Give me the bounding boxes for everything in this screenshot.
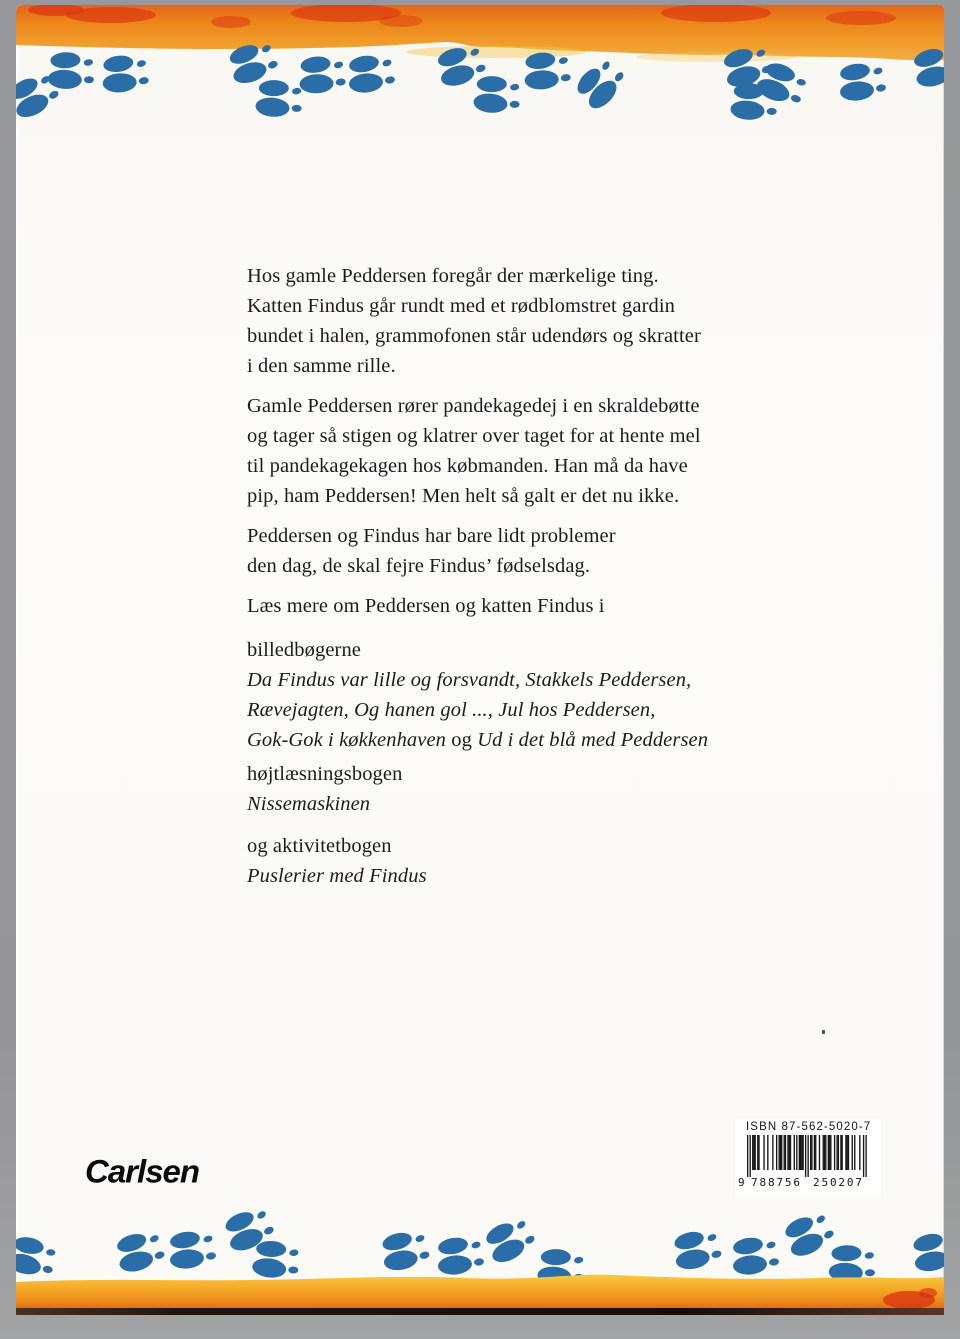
barcode-bar xyxy=(805,1135,806,1177)
top-watercolor-band xyxy=(16,5,944,67)
barcode-bar xyxy=(847,1135,848,1170)
blurb-paragraph-3 xyxy=(247,521,752,581)
hoofprint-icon xyxy=(114,1228,167,1275)
text-line: Gamle Peddersen rører pandekagedej i en skraldebøtte xyxy=(247,395,700,417)
text-line: Peddersen og Findus har bare lidt problemer xyxy=(247,525,616,547)
barcode-bar xyxy=(753,1135,754,1170)
hoofprint-icon xyxy=(672,1227,723,1271)
text-line: Katten Findus går rundt med et rødblomstret gardin xyxy=(247,295,676,317)
publisher-logo: Carlsen xyxy=(85,1153,200,1190)
book-title: Ud i det blå med Peddersen xyxy=(477,729,709,751)
activity-label: og aktivitetbogen xyxy=(247,835,392,857)
ean-right-digits: 250207 xyxy=(813,1176,862,1189)
activity-group xyxy=(247,831,752,891)
text-line: og tager så stigen og klatrer over taget for at hente mel xyxy=(247,425,701,447)
text-line: Hos gamle Peddersen foregår der mærkelige ting. xyxy=(247,265,659,287)
readaloud-label: højtlæsningsbogen xyxy=(247,763,403,785)
barcode-bar xyxy=(767,1135,768,1170)
barcode-bar xyxy=(828,1135,829,1170)
series-lead-line: Læs mere om Peddersen og katten Findus i xyxy=(247,595,605,617)
yellow-streak xyxy=(406,46,586,58)
dust-speck xyxy=(822,1030,825,1034)
barcode-bar xyxy=(838,1135,839,1170)
barcode-bar xyxy=(807,1135,808,1177)
bottom-band-shape xyxy=(16,1275,944,1308)
barcode-bar xyxy=(810,1135,811,1170)
bottom-watercolor-band xyxy=(16,1270,944,1308)
barcode-bar xyxy=(750,1135,751,1177)
barcode-bar xyxy=(836,1135,837,1170)
barcode-bar xyxy=(779,1135,780,1170)
barcode-bar xyxy=(799,1135,800,1170)
hoofprint-icon xyxy=(911,1229,944,1273)
hoofprint-icon xyxy=(253,75,307,123)
hoofprint-icon xyxy=(380,1228,431,1272)
blurb-paragraph-2 xyxy=(247,391,752,511)
text-line: pip, ham Peddersen! Men helt så galt er det nu ikke. xyxy=(247,485,680,507)
red-scuff xyxy=(919,1288,937,1298)
book-title-line xyxy=(247,665,752,695)
barcode-bar xyxy=(829,1135,830,1170)
barcode-bar xyxy=(825,1135,826,1170)
readaloud-title: Nissemaskinen xyxy=(247,793,371,815)
barcode-bar xyxy=(802,1135,803,1170)
ean-left-digits: 788756 xyxy=(751,1176,800,1189)
text-line: bundet i halen, grammofonen står udendørs og skratter xyxy=(247,325,701,347)
hoofprint-icon xyxy=(221,1204,278,1255)
activity-title: Puslerier med Findus xyxy=(247,865,427,887)
text-line: til pandekagekagen hos købmanden. Han må da have xyxy=(247,455,688,477)
barcode-bar xyxy=(863,1135,864,1177)
barcode-bar xyxy=(842,1135,843,1170)
ean-first-digit: 9 xyxy=(738,1176,745,1189)
blurb-paragraph-1 xyxy=(247,261,752,381)
barcode-bar xyxy=(789,1135,790,1170)
barcode-bar xyxy=(848,1135,849,1170)
barcode-bar xyxy=(811,1135,812,1170)
barcode-bar xyxy=(800,1135,801,1170)
text-line: den dag, de skal fejre Findus’ fødselsdag. xyxy=(247,555,591,577)
hoofprint-icon xyxy=(471,71,525,119)
barcode-bar xyxy=(781,1135,782,1170)
book-title-line xyxy=(247,695,752,725)
barcode-bar xyxy=(819,1135,820,1170)
barcode-bar xyxy=(763,1135,764,1170)
barcode-bar xyxy=(776,1135,777,1170)
barcode-bar xyxy=(794,1135,795,1170)
hoofprint-icon xyxy=(16,68,64,122)
barcode-bar xyxy=(790,1135,791,1170)
isbn-block xyxy=(735,1119,881,1195)
readaloud-group xyxy=(247,759,752,819)
barcode-bar xyxy=(830,1135,831,1170)
conjunction: og xyxy=(446,729,478,751)
hoofprint-icon xyxy=(839,62,887,102)
barcode-bar xyxy=(755,1135,756,1170)
hoofprint-icon xyxy=(781,1208,839,1261)
barcode-bar xyxy=(785,1135,786,1170)
book-title-line xyxy=(247,725,752,755)
barcode-bar xyxy=(854,1135,855,1170)
barcode-bar xyxy=(772,1135,773,1170)
picture-books-label: billedbøgerne xyxy=(247,639,362,661)
barcode-bar xyxy=(757,1135,758,1170)
barcode-bar xyxy=(784,1135,785,1170)
barcode-bar xyxy=(852,1135,853,1170)
book-cover xyxy=(16,5,944,1315)
barcode-bar xyxy=(834,1135,835,1170)
picture-books-titles xyxy=(247,665,752,755)
book-board-edge xyxy=(16,1308,944,1315)
barcode-bar xyxy=(823,1135,824,1170)
isbn-label: ISBN 87-562-5020-7 xyxy=(746,1121,872,1133)
hoofprint-icon xyxy=(728,78,782,126)
barcode-bar xyxy=(752,1135,753,1170)
barcode-bar xyxy=(758,1135,759,1170)
barcode-bar xyxy=(787,1135,788,1170)
back-cover-text xyxy=(247,261,752,903)
ean-barcode xyxy=(737,1135,875,1190)
barcode-bar xyxy=(801,1135,802,1170)
barcode-bar xyxy=(840,1135,841,1170)
barcode-bar xyxy=(815,1135,816,1170)
book-title: Da Findus var lille og forsvandt, Stakkels Peddersen, xyxy=(247,669,692,691)
text-line: i den samme rille. xyxy=(247,355,396,377)
barcode-bar xyxy=(780,1135,781,1170)
book-title: Rævejagten, Og hanen gol ..., Jul hos Peddersen, xyxy=(247,699,656,721)
picture-books-group xyxy=(247,635,752,755)
yellow-streak xyxy=(636,52,796,62)
hoofprint-icon xyxy=(481,1213,540,1267)
barcode-bar xyxy=(845,1135,846,1170)
barcode-bar xyxy=(796,1135,797,1170)
barcode-bar xyxy=(859,1135,860,1170)
barcode-bar xyxy=(747,1135,748,1177)
barcode-bar xyxy=(824,1135,825,1170)
hoofprint-icon xyxy=(169,1230,217,1270)
book-title: Gok-Gok i køkkenhaven xyxy=(247,729,447,751)
barcode-bar xyxy=(865,1135,866,1177)
barcode-bar xyxy=(814,1135,815,1170)
